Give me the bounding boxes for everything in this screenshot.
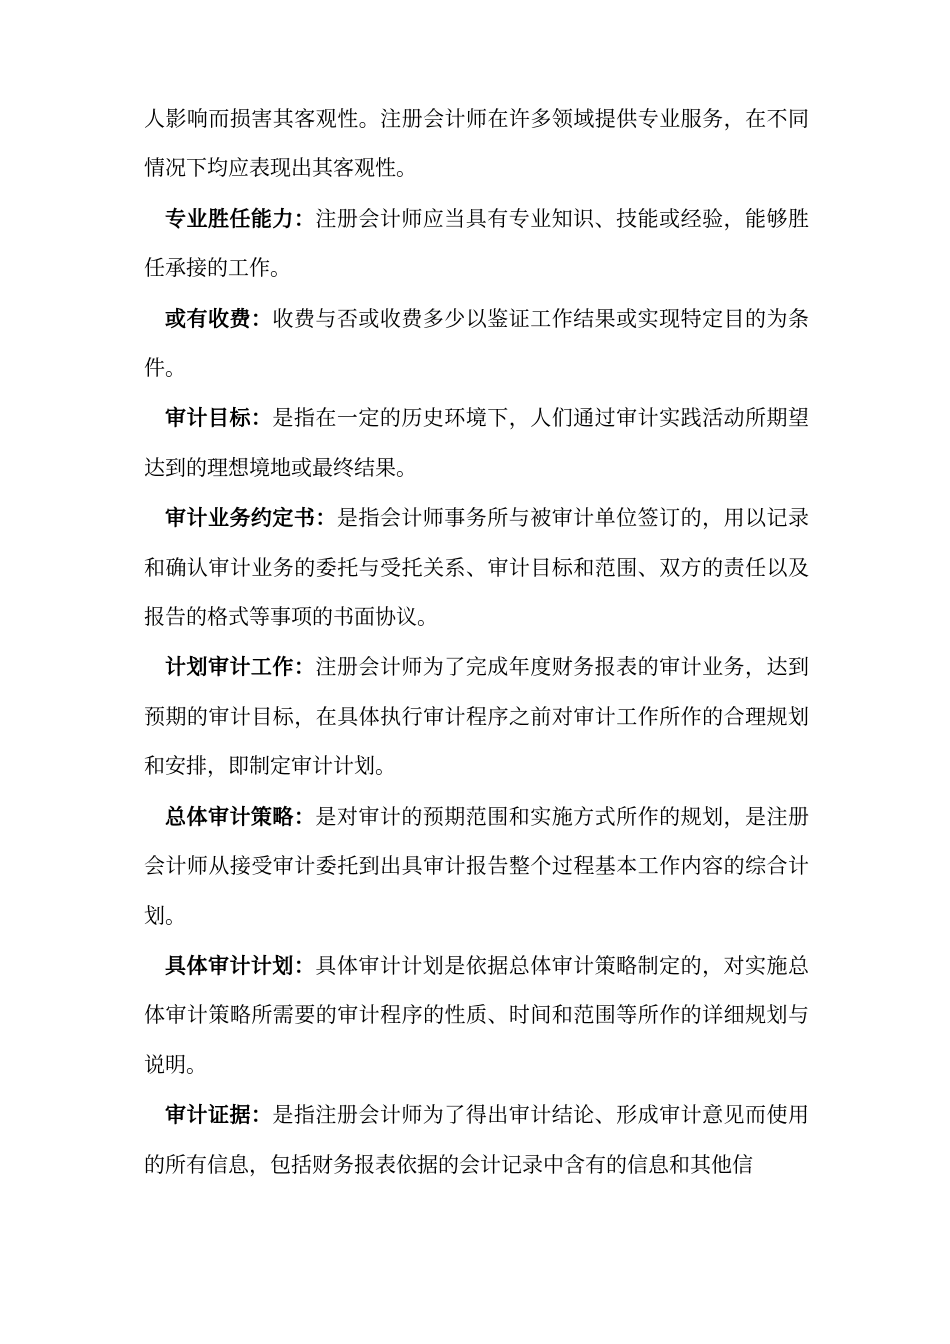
definition-text: 是指在一定的历史环境下，人们通过审计实践活动所期望达到的理想境地或最终结果。 bbox=[144, 406, 810, 480]
definition-text: 是对审计的预期范围和实施方式所作的规划，是注册会计师从接受审计委托到出具审计报告整个过程基本工作内容的综合计划。 bbox=[144, 804, 810, 928]
document-body bbox=[144, 95, 809, 1190]
definition-term: 或有收费： bbox=[165, 305, 273, 331]
definition-text: 注册会计师为了完成年度财务报表的审计业务，达到预期的审计目标，在具体执行审计程序之前对审计工作所作的合理规划和安排，即制定审计计划。 bbox=[144, 655, 810, 779]
definition-text: 是指注册会计师为了得出审计结论、形成审计意见而使用的所有信息，包括财务报表依据的会计记录中含有的信息和其他信 bbox=[144, 1103, 810, 1177]
definition-term: 专业胜任能力： bbox=[165, 205, 316, 231]
definition-term: 审计业务约定书： bbox=[165, 505, 337, 531]
definition-term: 审计目标： bbox=[165, 405, 273, 431]
definition-text: 具体审计计划是依据总体审计策略制定的，对实施总体审计策略所需要的审计程序的性质、时间和范围等所作的详细规划与说明。 bbox=[144, 953, 810, 1077]
paragraph-continuation bbox=[144, 95, 809, 194]
definition-audit-evidence bbox=[144, 1090, 809, 1190]
definition-professional-competence bbox=[144, 194, 809, 294]
definition-overall-audit-strategy bbox=[144, 792, 809, 941]
definition-audit-objective bbox=[144, 393, 809, 493]
definition-text: 是指会计师事务所与被审计单位签订的，用以记录和确认审计业务的委托与受托关系、审计目标和范围、双方的责任以及报告的格式等事项的书面协议。 bbox=[144, 506, 810, 630]
paragraph-text: 人影响而损害其客观性。注册会计师在许多领域提供专业服务，在不同情况下均应表现出其客观性。 bbox=[144, 107, 809, 181]
definition-planning-audit-work bbox=[144, 642, 809, 791]
definition-engagement-letter bbox=[144, 493, 809, 642]
definition-term: 具体审计计划： bbox=[165, 952, 316, 978]
definition-detailed-audit-plan bbox=[144, 941, 809, 1090]
definition-term: 审计证据： bbox=[165, 1102, 273, 1128]
definition-text: 注册会计师应当具有专业知识、技能或经验，能够胜任承接的工作。 bbox=[144, 206, 810, 281]
definition-text: 收费与否或收费多少以鉴证工作结果或实现特定目的为条件。 bbox=[144, 306, 810, 381]
definition-contingent-fees bbox=[144, 294, 809, 394]
definition-term: 计划审计工作： bbox=[165, 654, 316, 680]
definition-term: 总体审计策略： bbox=[165, 803, 316, 829]
